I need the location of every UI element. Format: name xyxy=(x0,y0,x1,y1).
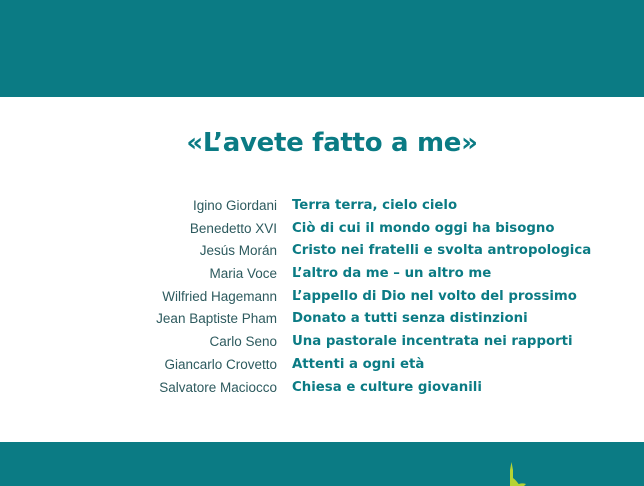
toc-row xyxy=(0,287,644,310)
toc-article-title: L’altro da me – un altro me xyxy=(292,266,492,282)
toc-row xyxy=(0,309,644,332)
toc-row xyxy=(0,378,644,401)
toc-article-title: Donato a tutti senza distinzioni xyxy=(292,311,528,327)
flame-logo-icon xyxy=(500,456,530,486)
toc-author: Wilfried Hagemann xyxy=(162,288,277,304)
toc-row xyxy=(0,264,644,287)
toc-row xyxy=(0,332,644,355)
toc-row xyxy=(0,219,644,242)
toc-author: Maria Voce xyxy=(209,266,277,282)
toc-article-title: Cristo nei fratelli e svolta antropologica xyxy=(292,243,592,259)
toc-author: Igino Giordani xyxy=(192,198,277,213)
toc-author: Jesús Morán xyxy=(199,243,277,259)
toc-author: Salvatore Maciocco xyxy=(159,379,277,395)
toc-article-title: Ciò di cui il mondo oggi ha bisogno xyxy=(292,220,555,236)
top-banner xyxy=(0,0,644,97)
page-title: «L’avete fatto a me» xyxy=(186,128,478,158)
toc-row xyxy=(0,196,644,219)
toc-article-title: Terra terra, cielo cielo xyxy=(292,198,458,213)
toc-author: Benedetto XVI xyxy=(189,220,277,236)
table-of-contents xyxy=(0,196,644,400)
toc-article-title: L’appello di Dio nel volto del prossimo xyxy=(292,288,577,304)
toc-row xyxy=(0,241,644,264)
toc-author: Carlo Seno xyxy=(209,334,277,350)
toc-article-title: Attenti a ogni età xyxy=(292,356,425,372)
toc-author: Jean Baptiste Pham xyxy=(156,311,277,327)
toc-row xyxy=(0,355,644,378)
toc-author: Giancarlo Crovetto xyxy=(164,356,277,372)
toc-article-title: Una pastorale incentrata nei rapporti xyxy=(292,334,573,350)
toc-article-title: Chiesa e culture giovanili xyxy=(292,379,482,395)
bottom-banner xyxy=(0,442,644,486)
